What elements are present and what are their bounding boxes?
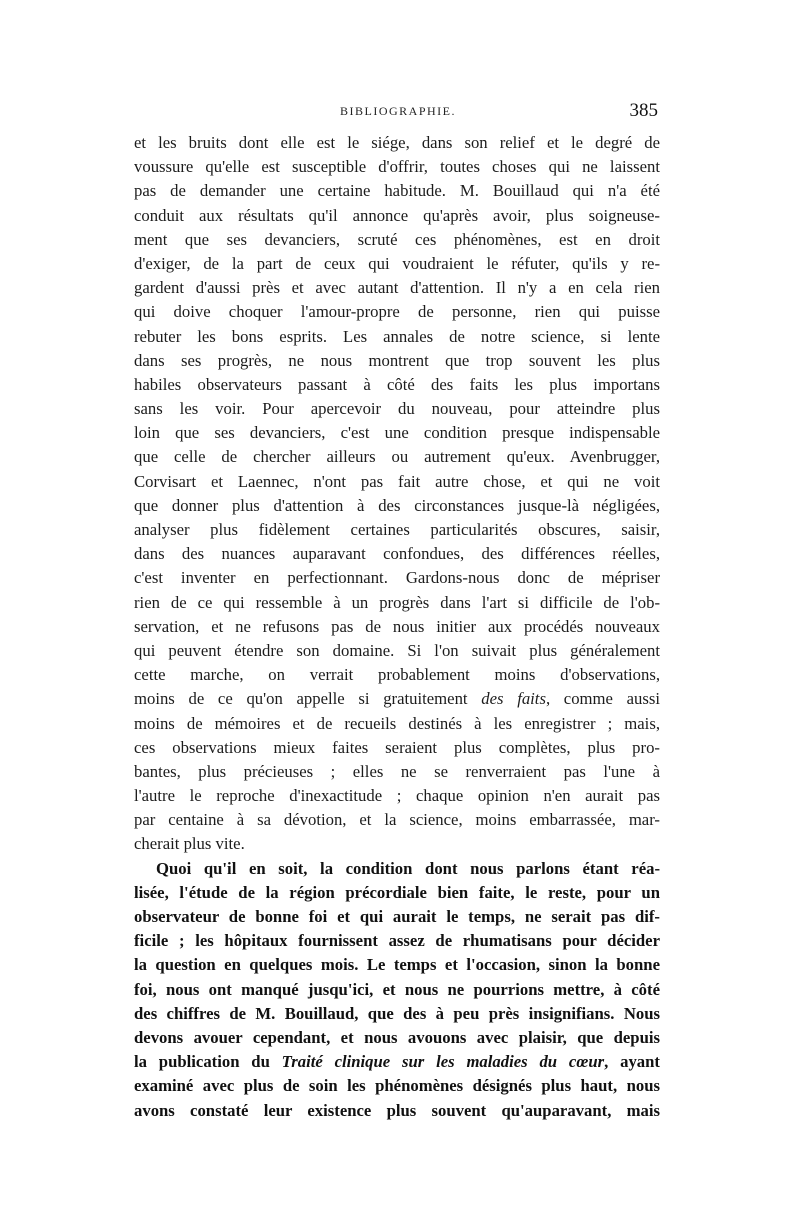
text-line: rebuter les bons esprits. Les annales de notre science, si lente bbox=[134, 326, 660, 346]
text-line: rien de ce qui ressemble à un progrès dans l'art si difficile de l'ob- bbox=[134, 592, 660, 612]
text-line: des chiffres de M. Bouillaud, que des à peu près insignifians. Nous bbox=[134, 1003, 660, 1023]
text-segment: moins de ce qu'on appelle si gratuitement bbox=[134, 689, 482, 709]
text-segment: , ayant bbox=[604, 1052, 660, 1072]
text-line: Corvisart et Laennec, n'ont pas fait autre chose, et qui ne voit bbox=[134, 471, 660, 491]
text-line: que celle de chercher ailleurs ou autrement qu'eux. Avenbrugger, bbox=[134, 447, 660, 467]
text-line-with-italic bbox=[134, 687, 660, 711]
text-line: par centaine à sa dévotion, et la science, moins embarrassée, mar- bbox=[134, 810, 660, 830]
body-text bbox=[134, 131, 660, 1123]
text-segment: la publication du bbox=[134, 1052, 282, 1072]
text-line: conduit aux résultats qu'il annonce qu'après avoir, plus soigneuse- bbox=[134, 205, 660, 225]
page-header bbox=[138, 100, 658, 124]
italic-phrase: des faits bbox=[481, 689, 546, 709]
text-line: bantes, plus précieuses ; elles ne se renverraient pas l'une à bbox=[134, 761, 660, 781]
paragraph-end-line: cherait plus vite. bbox=[134, 834, 245, 854]
text-line: habiles observateurs passant à côté des faits les plus importans bbox=[134, 374, 660, 394]
text-line: qui peuvent étendre son domaine. Si l'on suivait plus généralement bbox=[134, 640, 660, 660]
text-line-with-italic bbox=[134, 1050, 660, 1074]
text-line: gardent d'aussi près et avec autant d'attention. Il n'y a en cela rien bbox=[134, 278, 660, 298]
text-line: foi, nous ont manqué jusqu'ici, et nous ne pourrions mettre, à côté bbox=[134, 979, 660, 999]
text-line: avons constaté leur existence plus souvent qu'auparavant, mais bbox=[134, 1100, 660, 1120]
text-segment: , comme aussi bbox=[545, 689, 660, 709]
text-line: servation, et ne refusons pas de nous initier aux procédés nouveaux bbox=[134, 616, 660, 636]
text-line: ces observations mieux faites seraient plus complètes, plus pro- bbox=[134, 737, 660, 757]
text-line: et les bruits dont elle est le siége, dans son relief et le degré de bbox=[134, 133, 660, 152]
text-line: pas de demander une certaine habitude. M. Bouillaud qui n'a été bbox=[134, 181, 660, 201]
text-line: moins de mémoires et de recueils destinés à les enregistrer ; mais, bbox=[134, 713, 660, 733]
paragraph-start-line: Quoi qu'il en soit, la condition dont nous parlons étant réa- bbox=[156, 858, 660, 878]
text-line: observateur de bonne foi et qui aurait le temps, ne serait pas dif- bbox=[134, 907, 660, 926]
text-line: loin que ses devanciers, c'est une condition presque indispensable bbox=[134, 423, 660, 443]
text-line: d'exiger, de la part de ceux qui voudraient le réfuter, qu'ils y re- bbox=[134, 253, 660, 273]
text-line: devons avouer cependant, et nous avouons avec plaisir, que depuis bbox=[134, 1027, 660, 1047]
text-line: que donner plus d'attention à des circonstances jusque-là négligées, bbox=[134, 495, 660, 515]
text-line: dans ses progrès, ne nous montrent que trop souvent les plus bbox=[134, 350, 660, 370]
text-line: cette marche, on verrait probablement moins d'observations, bbox=[134, 665, 660, 685]
text-line: sans les voir. Pour apercevoir du nouveau, pour atteindre plus bbox=[134, 399, 660, 419]
text-line: qui doive choquer l'amour-propre de personne, rien qui puisse bbox=[134, 302, 660, 322]
text-line: c'est inventer en perfectionnant. Gardons-nous donc de mépriser bbox=[134, 568, 660, 588]
text-line: la question en quelques mois. Le temps et l'occasion, sinon la bonne bbox=[134, 955, 660, 975]
text-line: dans des nuances auparavant confondues, des différences réelles, bbox=[134, 544, 660, 564]
text-line: lisée, l'étude de la région précordiale bien faite, le reste, pour un bbox=[134, 882, 660, 902]
text-line: analyser plus fidèlement certaines particularités obscures, saisir, bbox=[134, 520, 660, 539]
text-line: l'autre le reproche d'inexactitude ; chaque opinion n'en aurait pas bbox=[134, 786, 660, 806]
running-head: BIBLIOGRAPHIE. bbox=[340, 104, 456, 118]
text-line: voussure qu'elle est susceptible d'offrir, toutes choses qui ne laissent bbox=[134, 157, 660, 177]
italic-title: Traité clinique sur les maladies du cœur bbox=[281, 1052, 605, 1072]
text-line: examiné avec plus de soin les phénomènes désignés plus haut, nous bbox=[134, 1076, 660, 1096]
text-line: ment que ses devanciers, scruté ces phénomènes, est en droit bbox=[134, 229, 660, 249]
page-number: 385 bbox=[629, 100, 658, 121]
text-line: ficile ; les hôpitaux fournissent assez de rhumatisans pour décider bbox=[134, 931, 660, 951]
